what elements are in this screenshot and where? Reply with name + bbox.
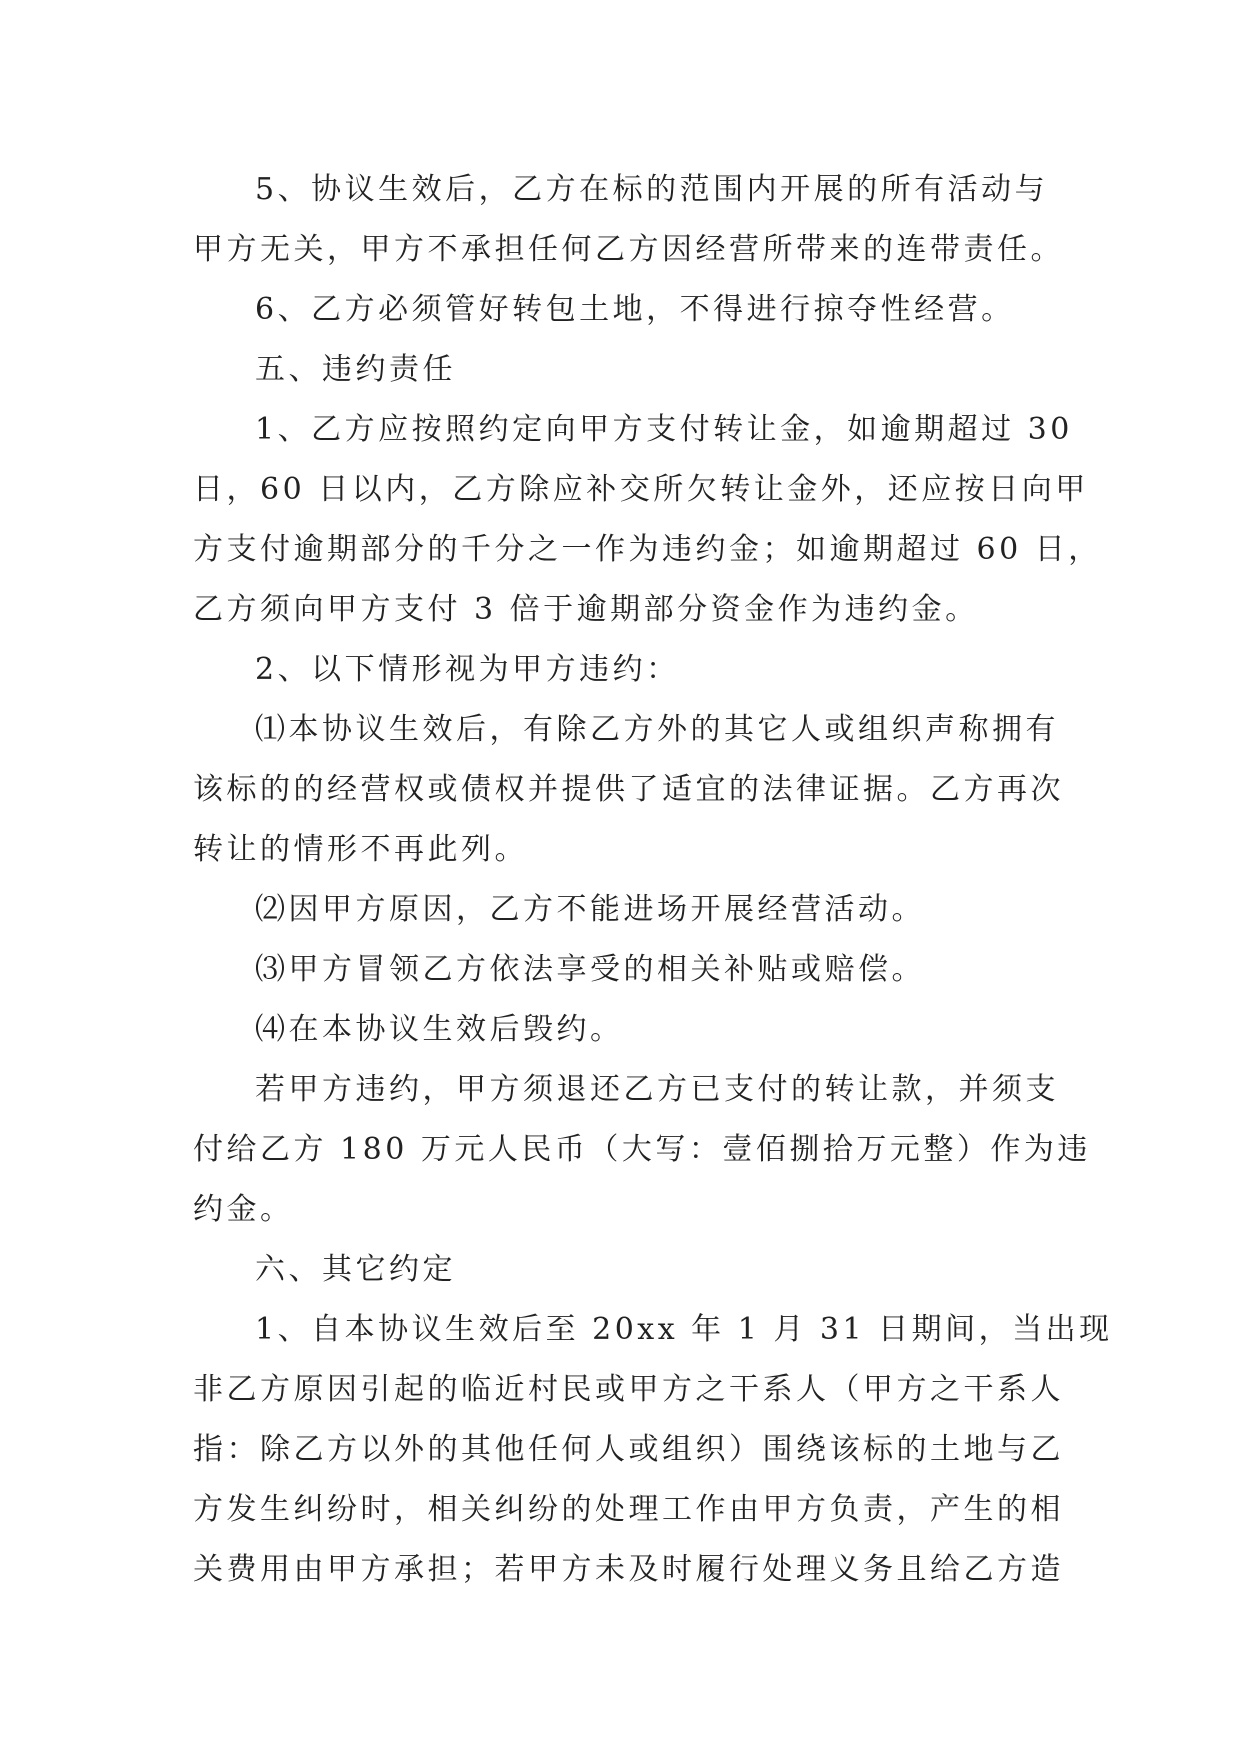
- text-line: 该标的的经营权或债权并提供了适宜的法律证据。乙方再次: [193, 772, 1064, 807]
- text-line: 非乙方原因引起的临近村民或甲方之干系人（甲方之干系人: [193, 1372, 1064, 1407]
- text-line: 转让的情形不再此列。: [193, 832, 528, 867]
- text-line: 关费用由甲方承担；若甲方未及时履行处理义务且给乙方造: [193, 1552, 1064, 1587]
- text-line: 若甲方违约，甲方须退还乙方已支付的转让款，并须支: [255, 1072, 1059, 1107]
- paragraph-clause-6: [193, 280, 1063, 340]
- text-line: ⑷在本协议生效后毁约。: [255, 1012, 624, 1047]
- text-line: 方发生纠纷时，相关纠纷的处理工作由甲方负责，产生的相: [193, 1492, 1064, 1527]
- section-heading-breach: [193, 340, 1063, 400]
- text-line: 5、协议生效后，乙方在标的范围内开展的所有活动与: [255, 172, 1049, 207]
- section-heading: 五、违约责任: [255, 352, 456, 387]
- text-line: ⑴本协议生效后，有除乙方外的其它人或组织声称拥有: [255, 712, 1059, 747]
- paragraph-breach-1: [193, 400, 1102, 640]
- text-line: 1、乙方应按照约定向甲方支付转让金，如逾期超过 30: [255, 412, 1073, 447]
- paragraph-clause-5: [193, 160, 1063, 280]
- text-line: 6、乙方必须管好转包土地，不得进行掠夺性经营。: [255, 292, 1015, 327]
- paragraph-item-4: [193, 1000, 1063, 1060]
- section-heading-other: [193, 1240, 1063, 1300]
- paragraph-penalty: [193, 1060, 1091, 1240]
- paragraph-item-3: [193, 940, 1063, 1000]
- paragraph-item-2: [193, 880, 1063, 940]
- text-line: 方支付逾期部分的千分之一作为违约金；如逾期超过 60 日，: [193, 532, 1102, 567]
- text-line: 付给乙方 180 万元人民币（大写：壹佰捌拾万元整）作为违: [193, 1132, 1091, 1167]
- text-line: 甲方无关，甲方不承担任何乙方因经营所带来的连带责任。: [193, 232, 1064, 267]
- text-line: ⑶甲方冒领乙方依法享受的相关补贴或赔偿。: [255, 952, 925, 987]
- text-line: 1、自本协议生效后至 20xx 年 1 月 31 日期间，当出现: [255, 1312, 1113, 1347]
- paragraph-breach-2: [193, 640, 1063, 700]
- paragraph-other-1: [193, 1300, 1113, 1600]
- document-body: [193, 160, 1113, 1600]
- text-line: 日，60 日以内，乙方除应补交所欠转让金外，还应按日向甲: [193, 472, 1089, 507]
- section-heading: 六、其它约定: [255, 1252, 456, 1287]
- text-line: 2、以下情形视为甲方违约：: [255, 652, 680, 687]
- text-line: ⑵因甲方原因，乙方不能进场开展经营活动。: [255, 892, 925, 927]
- text-line: 约金。: [193, 1192, 294, 1227]
- text-line: 乙方须向甲方支付 3 倍于逾期部分资金作为违约金。: [193, 592, 979, 627]
- text-line: 指：除乙方以外的其他任何人或组织）围绕该标的土地与乙: [193, 1432, 1064, 1467]
- paragraph-item-1: [193, 700, 1063, 880]
